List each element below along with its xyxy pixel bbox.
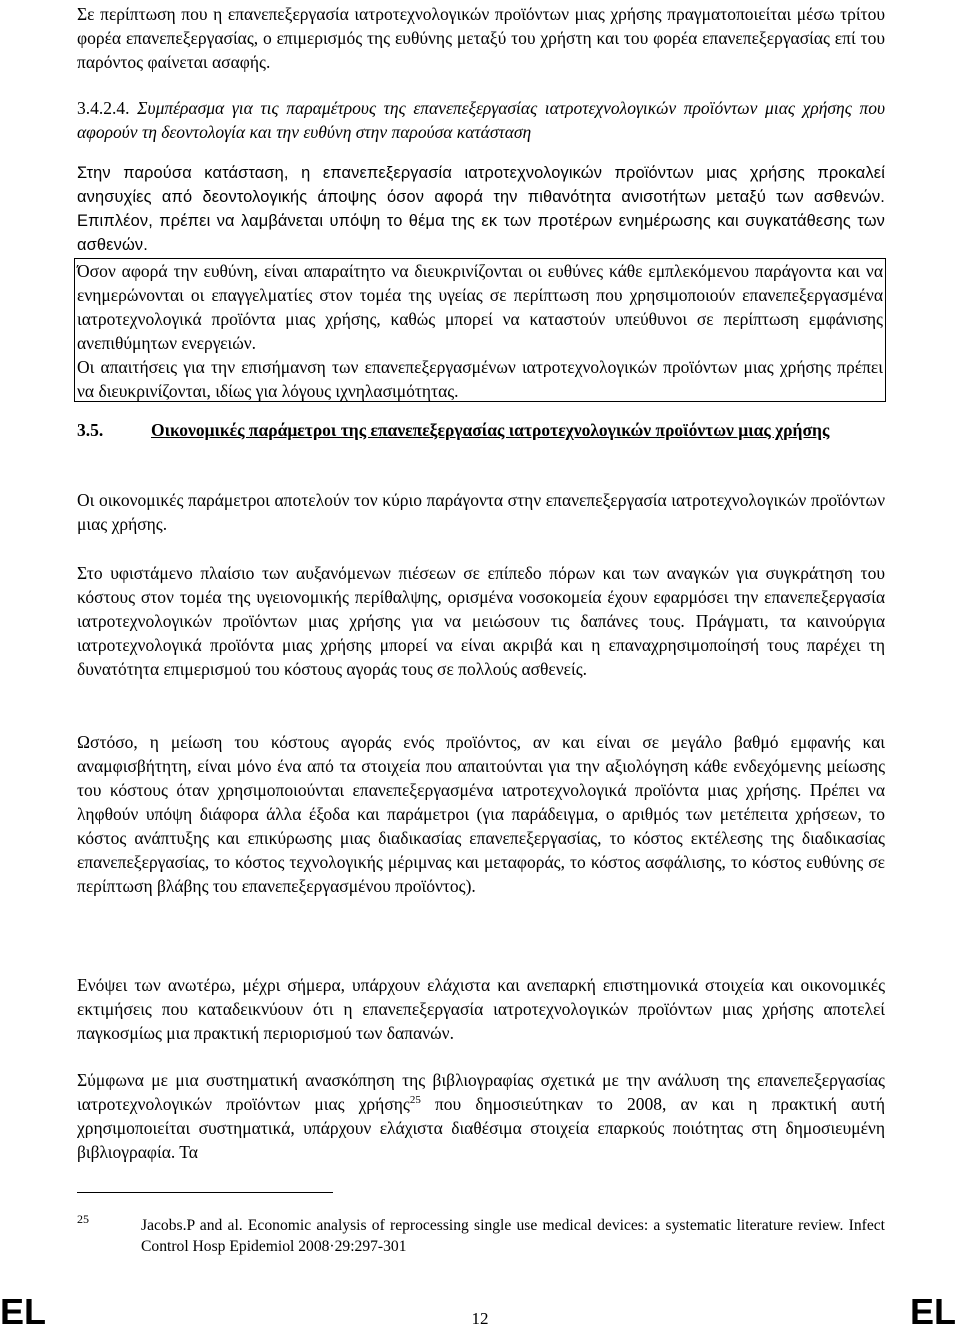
subsection-heading — [77, 96, 885, 144]
footnote-reference[interactable]: 25 — [409, 1094, 421, 1106]
subsection-number: 3.4.2.4. — [77, 98, 130, 118]
responsibility-paragraph: Όσον αφορά την ευθύνη, είναι απαραίτητο να διευκρινίζονται οι ευθύνες κάθε εμπλεκόμενου παράγοντα και να ενημερώνονται οι επαγγελματίες στον τομέα της υγείας σε περίπτωση που χρησιμοποιούν επανεπεξεργασμένα ιατροτεχνολογικά προϊόντα μιας χρήσης, καθώς μπορεί να καταστούν υπεύθυνοι σε περίπτωση εμφάνισης ανεπιθύμητων ενεργειών. — [77, 261, 883, 353]
footnote-text: Jacobs.P and al. Economic analysis of reprocessing single use medical devices: a systematic literature review. Infect Control Hosp Epidemiol 2008·29:297-301 — [141, 1217, 885, 1255]
body-paragraph-2: Στο υφιστάμενο πλαίσιο των αυξανόμενων πιέσεων σε επίπεδο πόρων και των αναγκών για συγκράτηση του κόστους στον τομέα της υγειονομικής περίθαλψης, ορισμένα νοσοκομεία έχουν εφαρμόσει την επανεπεξεργασία ιατροτεχνολογικών προϊόντων μιας χρήσης για να μειώσουν τις δαπάνες τους. Πράγματι, τα καινούργια ιατροτεχνολογικά προϊόντα μιας χρήσης μπορεί να είναι ακριβά και η επαναχρησιμοποίησή τους παρέχει τη δυνατότητα επιμερισμού του κόστους αγοράς τους σε πολλούς ασθενείς. — [77, 563, 885, 679]
body-paragraph-5 — [77, 1068, 885, 1164]
body-paragraph-4: Ενόψει των ανωτέρω, μέχρι σήμερα, υπάρχουν ελάχιστα και ανεπαρκή επιστημονικά στοιχεία και οικονομικές εκτιμήσεις που καταδεικνύουν ότι η επανεπεξεργασία ιατροτεχνολογικών προϊόντων μιας χρήσης αποτελεί παγκοσμίως μια πρακτική περιορισμού των δαπανών. — [77, 975, 885, 1043]
labelling-paragraph: Οι απαιτήσεις για την επισήμανση των επανεπεξεργασμένων ιατροτεχνολογικών προϊόντων μιας χρήσης πρέπει να διευκρινίζονται, ιδίως για λόγους ιχνηλασιμότητας. — [77, 357, 883, 401]
highlighted-box — [74, 258, 886, 402]
paragraph-5-text-b: που δημοσιεύτηκαν το 2008, αν και η πρακτική αυτή χρησιμοποιείται συστηματικά, υπάρχουν ελάχιστα διαθέσιμα στοιχεία επαρκούς ποιότητας στη δημοσιευμένη βιβλιογραφία. Τα — [77, 1094, 885, 1162]
body-paragraph-1: Οι οικονομικές παράμετροι αποτελούν τον κύριο παράγοντα στην επανεπεξεργασία ιατροτεχνολογικών προϊόντων μιας χρήσης. — [77, 490, 885, 534]
intro-paragraph: Σε περίπτωση που η επανεπεξεργασία ιατροτεχνολογικών προϊόντων μιας χρήσης πραγματοποιείται μέσω τρίτου φορέα επανεπεξεργασίας, ο επιμερισμός της ευθύνης μεταξύ του χρήστη και του φορέα επανεπεξεργασίας επί του παρόντος φαίνεται ασαφής. — [77, 4, 885, 72]
footnote-number: 25 — [77, 1212, 89, 1226]
subsection-title: Συμπέρασμα για τις παραμέτρους της επανεπεξεργασίας ιατροτεχνολογικών προϊόντων μιας χρήσης που αφορούν τη δεοντολογία και την ευθύνη στην παρούσα κατάσταση — [77, 98, 886, 142]
body-paragraph-3: Ωστόσο, η μείωση του κόστους αγοράς ενός προϊόντος, αν και είναι σε μεγάλο βαθμό εμφανής και αναμφισβήτητη, είναι μόνο ένα από τα στοιχεία που απαιτούνται για την αξιολόγηση κάθε ενδεχόμενης μείωσης του κόστους όταν χρησιμοποιούνται επανεπεξεργασμένα ιατροτεχνολογικά προϊόντα μιας χρήσης. Πρέπει να ληφθούν υπόψη διάφορα άλλα έξοδα και παράμετροι (για παράδειγμα, ο αριθμός των μετέπειτα χρήσεων, το κόστος ανάπτυξης και επικύρωσης μιας διαδικασίας επανεπεξεργασίας, το κόστος εκτέλεσης της διαδικασίας επανεπεξεργασίας, το κόστος τεχνολογικής μέριμνας και μεταφοράς, το κόστος ασφάλισης, το κόστος ευθύνης σε περίπτωση βλάβης του επανεπεξεργασμένου προϊόντος). — [77, 732, 885, 896]
ethics-paragraph: Στην παρούσα κατάσταση, η επανεπεξεργασία ιατροτεχνολογικών προϊόντων μιας χρήσης προκαλεί ανησυχίες από δεοντολογικής άποψης όσον αφορά την πιθανότητα ανισοτήτων μεταξύ των ασθενών. Επιπλέον, πρέπει να λαμβάνεται υπόψη το θέμα της εκ των προτέρων ενημέρωσης και συγκατάθεσης των ασθενών. — [77, 164, 885, 254]
paragraph-5-text-a: Σύμφωνα με μια συστηματική ανασκόπηση της βιβλιογραφίας σχετικά με την ανάλυση της επανεπεξεργασίας ιατροτεχνολογικών προϊόντων μιας χρήσης — [77, 1070, 885, 1114]
section-title: Οικονομικές παράμετροι της επανεπεξεργασίας ιατροτεχνολογικών προϊόντων μιας χρήσης — [151, 420, 830, 440]
footer-language-right: EL — [909, 1291, 956, 1332]
footer-language-left: EL — [0, 1291, 47, 1332]
section-number: 3.5. — [77, 420, 104, 440]
page-number: 12 — [471, 1309, 489, 1328]
footnote-separator — [77, 1192, 333, 1193]
